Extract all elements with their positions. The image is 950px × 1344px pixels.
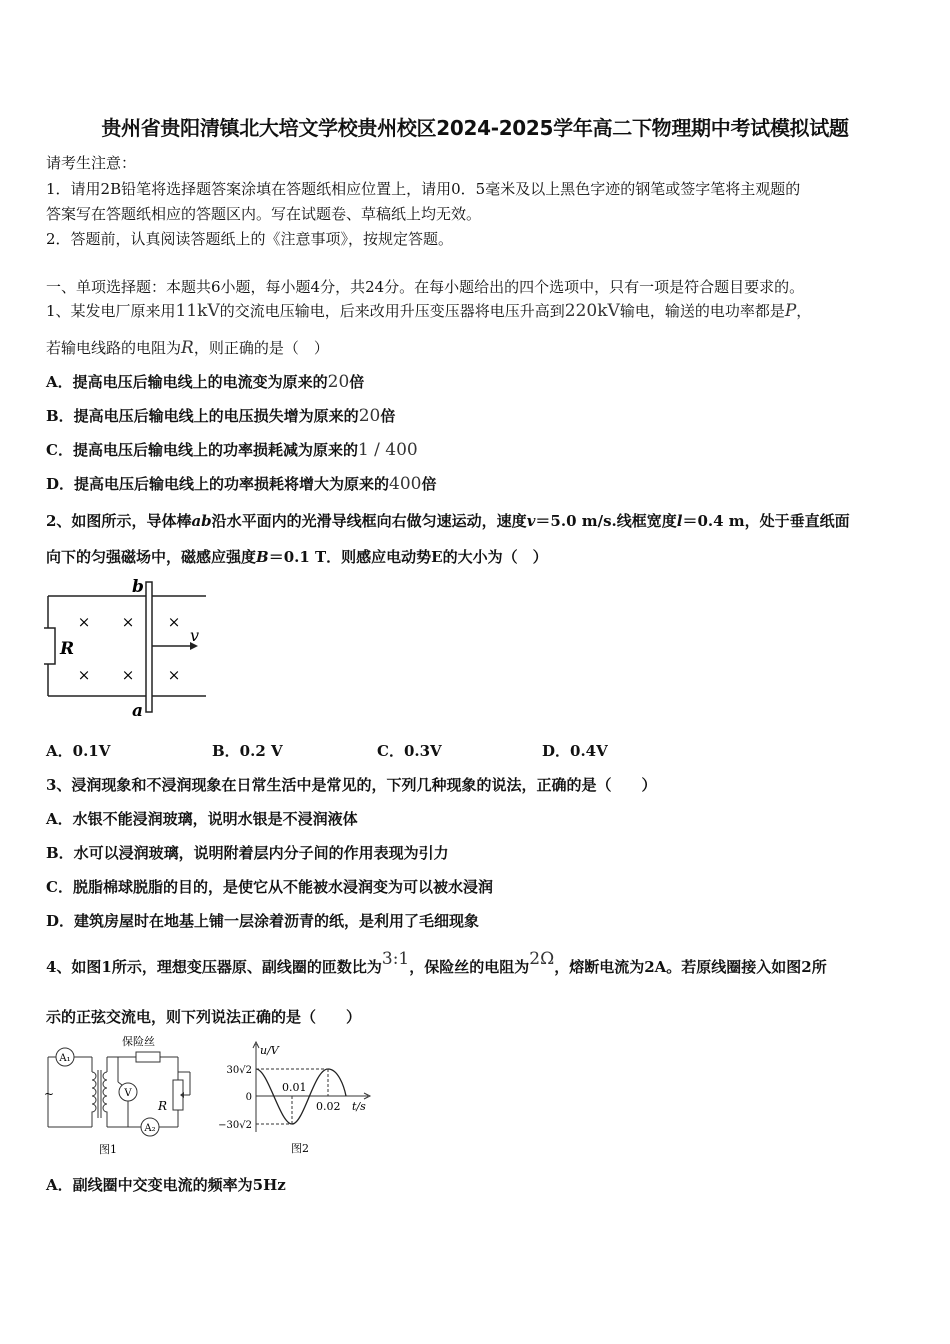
q2-figure-rail-circuit [44, 576, 214, 718]
figure1-caption: 图1 [99, 1143, 117, 1156]
section-heading: 一、单项选择题：本题共6小题，每小题4分，共24分。在每小题给出的四个选项中，只有一项是符合题目要求的。 [46, 278, 805, 296]
notice-heading: 请考生注意： [46, 154, 137, 172]
q4-option-a: A．副线圈中交变电流的频率为5Hz [46, 1176, 286, 1194]
q4-figure1-transformer [40, 1032, 200, 1158]
q2-fig-label-v: v [190, 626, 200, 645]
q1-stem-line1: 1、某发电厂原来用11kV的交流电压输电，后来改用升压变压器将电压升高到220kV输电，输送的电功率都是P， [46, 301, 812, 321]
q3-option-c: C．脱脂棉球脱脂的目的，是使它从不能被水浸润变为可以被水浸润 [46, 878, 493, 896]
voltmeter-label: V [124, 1088, 132, 1099]
q2-stem-line2: 向下的匀强磁场中，磁感应强度B＝0.1 T．则感应电动势E的大小为（ ） [46, 548, 548, 566]
figure2-caption: 图2 [291, 1142, 309, 1155]
q2-option-c: C．0.3V [377, 742, 442, 760]
graph-y-max-label: 30√2 [226, 1065, 252, 1076]
q2-option-b: B．0.2 V [212, 742, 283, 760]
fuse-label: 保险丝 [122, 1035, 155, 1048]
q1-stem-line2: 若输电线路的电阻为R，则正确的是（ ） [46, 338, 329, 358]
q1-option-b: B．提高电压后输电线上的电压损失增为原来的20倍 [46, 406, 396, 426]
ammeter-a2-label: A₂ [144, 1123, 156, 1134]
magnetic-field-cross: × [167, 666, 181, 684]
q4-stem-line2: 示的正弦交流电，则下列说法正确的是（ ） [46, 1008, 362, 1026]
q4-stem-line1: 4、如图1所示，理想变压器原、副线圈的匝数比为3:1，保险丝的电阻为2Ω，熔断电流为2A。若原线圈接入如图2所 [46, 949, 827, 976]
q2-stem-line1: 2、如图所示，导体棒ab沿水平面内的光滑导线框向右做匀速运动，速度v＝5.0 m/s.线框宽度l＝0.4 m，处于垂直纸面 [46, 512, 850, 530]
magnetic-field-cross: × [121, 613, 135, 631]
graph-y-min-label: −30√2 [218, 1120, 252, 1131]
page-title: 贵州省贵阳清镇北大培文学校贵州校区2024-2025学年高二下物理期中考试模拟试题 [101, 116, 849, 140]
q1-option-a: A．提高电压后输电线上的电流变为原来的20倍 [46, 372, 365, 392]
q3-option-d: D．建筑房屋时在地基上铺一层涂着沥青的纸，是利用了毛细现象 [46, 912, 480, 930]
q4-figure2-voltage-graph [210, 1036, 380, 1158]
magnetic-field-cross: × [121, 666, 135, 684]
q3-stem: 3、浸润现象和不浸润现象在日常生活中是常见的，下列几种现象的说法，正确的是（ ） [46, 776, 657, 794]
q2-option-d: D．0.4V [542, 742, 608, 760]
ac-source-symbol: ~ [44, 1087, 55, 1101]
graph-zero-label: 0 [245, 1092, 252, 1103]
magnetic-field-cross: × [77, 613, 91, 631]
q1-option-d: D．提高电压后输电线上的功率损耗将增大为原来的400倍 [46, 474, 437, 494]
notice-item-2: 2．答题前，认真阅读答题纸上的《注意事项》，按规定答题。 [46, 230, 454, 248]
q2-fig-label-b: b [132, 577, 144, 597]
graph-x-axis-label: t/s [352, 1100, 366, 1113]
q2-option-a: A．0.1V [46, 742, 111, 760]
resistor-r-label: R [158, 1099, 168, 1113]
graph-tick-0-01: 0.01 [282, 1081, 307, 1094]
q3-option-b: B．水可以浸润玻璃，说明附着层内分子间的作用表现为引力 [46, 844, 449, 862]
graph-y-axis-label: u/V [260, 1044, 279, 1057]
q2-fig-label-r: R [60, 639, 75, 659]
q3-option-a: A．水银不能浸润玻璃，说明水银是不浸润液体 [46, 810, 358, 828]
ammeter-a1-label: A₁ [59, 1053, 71, 1064]
magnetic-field-cross: × [167, 613, 181, 631]
graph-tick-0-02: 0.02 [316, 1100, 341, 1113]
q2-fig-label-a: a [132, 701, 144, 718]
notice-item-1b: 答案写在答题纸相应的答题区内。写在试题卷、草稿纸上均无效。 [46, 205, 482, 223]
magnetic-field-cross: × [77, 666, 91, 684]
notice-item-1a: 1．请用2B铅笔将选择题答案涂填在答题纸相应位置上，请用0．5毫米及以上黑色字迹的钢笔或签字笔将主观题的 [46, 180, 801, 198]
q1-option-c: C．提高电压后输电线上的功率损耗减为原来的1 / 400 [46, 440, 418, 460]
